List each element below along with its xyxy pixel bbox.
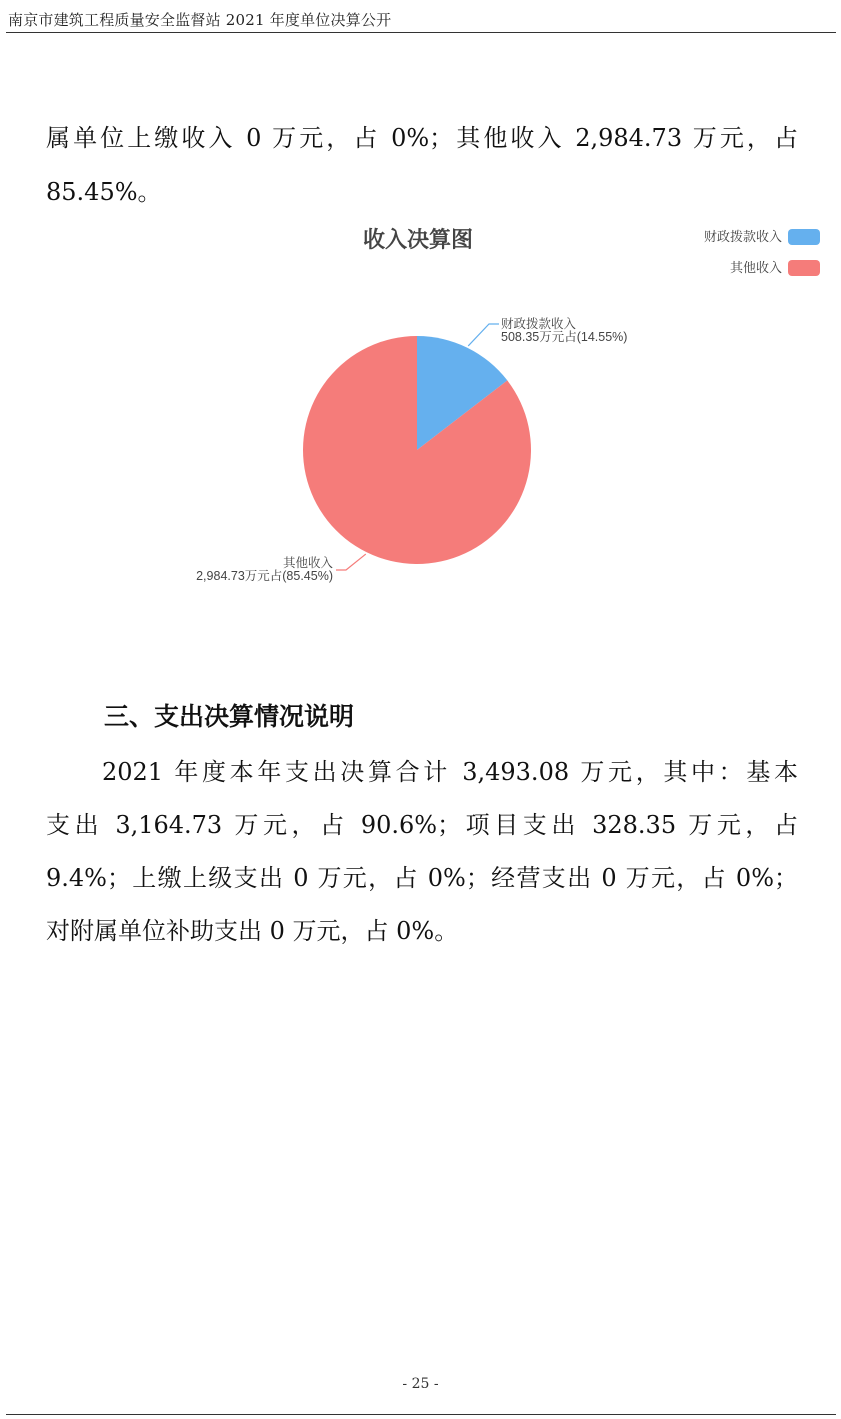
legend-label-other-income: 其他收入 (729, 260, 782, 275)
income-pie-chart (0, 210, 841, 610)
header-divider (6, 32, 836, 33)
pie-chart-canvas (0, 210, 841, 610)
income-paragraph-line-2: 85.45%。 (46, 178, 162, 206)
document-header: 南京市建筑工程质量安全监督站 2021 年度单位决算公开 (8, 11, 392, 29)
leader-line-other-income (336, 554, 366, 570)
leader-line-fiscal-appropriation (468, 324, 499, 346)
expense-paragraph-line-1: 2021 年度本年支出决算合计 3,493.08 万元，其中：基本 (102, 758, 798, 786)
slice-label-value-fiscal-appropriation: 508.35万元占(14.55%) (501, 330, 628, 344)
slice-label-value-other-income: 2,984.73万元占(85.45%) (196, 569, 333, 583)
slice-label-name-other-income: 其他收入 (282, 556, 333, 570)
expense-paragraph-line-3: 9.4%；上缴上级支出 0 万元，占 0%；经营支出 0 万元，占 0%； (46, 864, 798, 892)
expense-paragraph-line-2: 支出 3,164.73 万元，占 90.6%；项目支出 328.35 万元，占 (46, 811, 798, 839)
footer-divider (6, 1414, 836, 1415)
legend-label-fiscal-appropriation: 财政拨款收入 (703, 229, 782, 244)
legend-swatch-fiscal-appropriation[interactable] (788, 229, 820, 245)
chart-title: 收入决算图 (362, 227, 474, 252)
expense-paragraph-line-4: 对附属单位补助支出 0 万元，占 0%。 (46, 917, 459, 945)
slice-label-name-fiscal-appropriation: 财政拨款收入 (501, 317, 577, 331)
pie-slices (303, 336, 531, 564)
income-paragraph-line-1: 属单位上缴收入 0 万元，占 0%；其他收入 2,984.73 万元，占 (46, 124, 798, 152)
page-number: - 25 - (402, 1376, 439, 1392)
expense-section-heading: 三、支出决算情况说明 (104, 702, 355, 731)
legend-swatch-other-income[interactable] (788, 260, 820, 276)
